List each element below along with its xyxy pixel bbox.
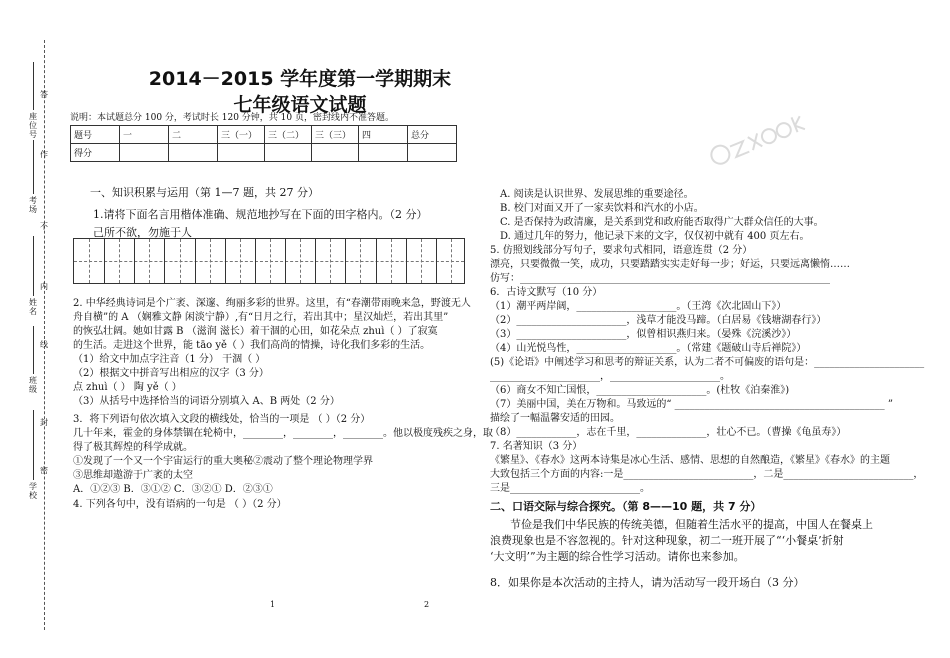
grid-midline-v xyxy=(300,239,301,283)
question-7: 7. 名著知识（3 分） xyxy=(490,441,583,452)
name-field[interactable] xyxy=(33,236,34,296)
page-number-2: 2 xyxy=(424,600,430,609)
score-row-label: 得分 xyxy=(71,144,120,162)
exam-subtitle: 七年级语文试题 xyxy=(233,94,367,116)
question-2-line-3: 的恢弘壮阔。她如甘露 B （滋润 滋长）着干涸的心田，如花朵点 zhuì（ ）了寂寞 xyxy=(73,326,438,337)
seat-number-field[interactable] xyxy=(33,62,34,110)
binding-char-da: 答 xyxy=(40,90,48,99)
question-3-line-2: 几十年来，霍金的身体禁锢在轮椅中，________，________，________。他以极度残疾之身，取 xyxy=(73,428,493,439)
grid-cell-border xyxy=(345,239,346,283)
score-table-header-row xyxy=(71,126,457,144)
question-3-line-1: 3．将下列语句依次填入文段的横线处，恰当的一项是 （ ）（2 分） xyxy=(73,414,371,425)
score-cell: 总分 xyxy=(408,126,457,144)
grid-cell-border xyxy=(406,239,407,283)
grid-midline-v xyxy=(391,239,392,283)
question-2-line-2: 舟自横”的 A （娴雅文静 闲淡宁静）,有“日月之行，若出其中；星汉灿烂，若出其里” xyxy=(73,312,449,323)
question-6-5-line-1: (5)《论语》中阐述学习和思考的辩证关系，认为二者不可偏废的语句是：______________________ xyxy=(490,357,925,368)
grid-cell-border xyxy=(285,239,286,283)
score-input-cell[interactable] xyxy=(312,144,359,162)
question-3-line-3: 得了极其辉煌的科学成就。 xyxy=(73,442,193,453)
score-table xyxy=(70,125,457,162)
grid-cell-border xyxy=(134,239,135,283)
question-8: 8．如果你是本次活动的主持人，请为活动写一段开场白（3 分） xyxy=(490,576,805,589)
question-1: 1.请将下面名言用楷体准确、规范地抄写在下面的田字格内。（2 分） xyxy=(93,208,428,221)
question-4: 4. 下列各句中，没有语病的一句是 （ ）（2 分） xyxy=(73,499,287,510)
section-2-heading: 二、口语交际与综合探究。（第 8——10 题，共 7 分） xyxy=(490,500,762,513)
school-label: 学校 xyxy=(29,482,37,500)
binding-char-mi: 密 xyxy=(40,466,48,475)
question-3-line-4: ①发现了一个又一个宇宙运行的重大奥秘②震动了整个理论物理学界 xyxy=(73,456,373,467)
grid-midline-v xyxy=(270,239,271,283)
grid-midline-v xyxy=(89,239,90,283)
question-5: 5. 仿照划线部分写句子，要求句式相同，语意连贯（2 分） xyxy=(490,245,753,256)
binding-char-xian: 线 xyxy=(40,340,48,349)
grid-midline-v xyxy=(360,239,361,283)
grid-cell-border xyxy=(104,239,105,283)
binding-char-feng: 封 xyxy=(40,418,48,427)
question-7-line-2: 《繁星》、《春水》这两本诗集是冰心生活、感情、思想的自然酿造，《繁星》《春水》的主题 xyxy=(490,455,890,466)
class-field[interactable] xyxy=(33,326,34,374)
question-4-option-b: B. 校门对面又开了一家卖饮料和汽水的小店。 xyxy=(500,203,704,214)
grid-midline-v xyxy=(451,239,452,283)
grid-cell-border xyxy=(315,239,316,283)
exam-title: 2014－2015 学年度第一学期期末 xyxy=(148,68,452,90)
score-cell: 三（一） xyxy=(218,126,265,144)
score-cell: 二 xyxy=(169,126,218,144)
question-6-1: （1）潮平两岸阔，____________________。（王湾《次北固山下》） xyxy=(490,301,787,312)
score-input-cell[interactable] xyxy=(120,144,169,162)
question-7-line-4: 三是__________________________。 xyxy=(490,483,650,494)
score-cell: 三（二） xyxy=(265,126,312,144)
section-1-heading: 一、知识积累与运用（第 1—7 题，共 27 分） xyxy=(90,186,319,199)
score-cell: 一 xyxy=(120,126,169,144)
score-table-score-row xyxy=(71,144,457,162)
score-cell: 三（三） xyxy=(312,126,359,144)
page-number-1: 1 xyxy=(270,600,276,609)
question-2-sub-1: （1）给文中加点字注音（1 分） 干涸（ ） xyxy=(73,354,266,365)
exam-room-field[interactable] xyxy=(33,140,34,194)
school-field[interactable] xyxy=(33,410,34,480)
grid-cell-border xyxy=(164,239,165,283)
question-6-6: （6）商女不知亡国恨，______________________。(杜牧《泊秦淮》) xyxy=(490,385,790,396)
grid-midline-v xyxy=(149,239,150,283)
score-input-cell[interactable] xyxy=(265,144,312,162)
question-2-sub-3: （3）从括号中选择恰当的词语分别填入 A、B 两处（2 分） xyxy=(73,396,340,407)
score-cell: 四 xyxy=(359,126,408,144)
question-4-option-c: C. 是否保持为政清廉，是关系到党和政府能否取得广大群众信任的大事。 xyxy=(500,217,824,228)
grid-midline-v xyxy=(421,239,422,283)
question-6-8: （8）____________，志在千里，______________，壮心不已。（曹操《龟虽寿》） xyxy=(490,427,847,438)
exam-instructions: 说明：本试题总分 100 分，考试时长 120 分钟，共 10 页，密封线内不准答题。 xyxy=(70,113,394,123)
question-6-7-line-2: 描绘了一幅温馨安适的田园。 xyxy=(490,413,620,424)
question-7-line-3: 大致包括三个方面的内容:一是__________________________，二是__________________________， xyxy=(490,469,924,480)
question-2-line-4: 的生活。走进这个世界，能 tāo yě（ ）我们高尚的情操，诗化我们多彩的生活。 xyxy=(73,340,431,351)
question-4-option-d: D. 通过几年的努力，他记录下来的文字，仅仅初中就有 400 页左右。 xyxy=(500,231,810,242)
section-2-intro-line-3: ‘大文明’”为主题的综合性学习活动。请你也来参加。 xyxy=(490,550,745,563)
question-6-7-line-1: （7）美丽中国，美在万物和。马致远的“ __________________________________________ ” xyxy=(490,399,893,410)
grid-cell-border xyxy=(436,239,437,283)
score-input-cell[interactable] xyxy=(169,144,218,162)
question-2-sub-2: （2）根据文中拼音写出相应的汉字（3 分） xyxy=(73,368,269,379)
section-2-intro-line-2: 浪费现象也是不容忽视的。针对这种现象，初二一班开展了“‘小餐桌’折射 xyxy=(490,534,844,547)
question-6-4: （4）山光悦鸟性，____________________。（常建《题破山寺后禅院》） xyxy=(490,343,807,354)
name-label: 姓名 xyxy=(29,298,37,316)
grid-midline-v xyxy=(210,239,211,283)
binding-char-zuo: 作 xyxy=(40,150,48,159)
score-input-cell[interactable] xyxy=(359,144,408,162)
grid-cell-border xyxy=(255,239,256,283)
question-2-line-1: 2. 中华经典诗词是个广袤、深邃、绚丽多彩的世界。这里，有“春潮带雨晚来急，野渡无人 xyxy=(73,298,471,309)
question-5-example: 漂亮，只要微微一笑，成功，只要踏踏实实走好每一步；好运，只要远离懒惰…… xyxy=(490,259,850,270)
binding-char-nei: 内 xyxy=(40,282,48,291)
watermark-logo xyxy=(700,96,810,166)
question-6-3: （3）______________________，似曾相识燕归来。（晏殊《浣溪沙》） xyxy=(490,329,797,340)
seat-number-label: 座位号 xyxy=(29,112,37,139)
grid-midline-v xyxy=(180,239,181,283)
grid-midline-v xyxy=(240,239,241,283)
grid-midline-v xyxy=(330,239,331,283)
section-2-intro-line-1: 节俭是我们中华民族的传统美德，但随着生活水平的提高，中国人在餐桌上 xyxy=(510,518,873,531)
class-label: 班级 xyxy=(29,376,37,394)
question-4-option-a: A. 阅读是认识世界、发展思维的重要途径。 xyxy=(500,189,694,200)
score-cell: 题号 xyxy=(71,126,120,144)
grid-midline-v xyxy=(119,239,120,283)
grid-cell-border xyxy=(376,239,377,283)
question-5-answer: 仿写：______________________________________________________________ xyxy=(490,273,830,284)
question-6: 6．古诗文默写（10 分） xyxy=(490,287,603,298)
question-3-options: A．①②③ B．③①② C．③②① D．②③① xyxy=(73,484,273,495)
tianzige-grid[interactable] xyxy=(73,238,465,284)
question-6-5-line-2: ______________________，______________________。 xyxy=(490,371,730,382)
score-input-cell[interactable] xyxy=(218,144,265,162)
grid-cell-border xyxy=(195,239,196,283)
grid-cell-border xyxy=(225,239,226,283)
exam-room-label: 考场 xyxy=(29,196,37,214)
binding-char-bu: 不 xyxy=(40,222,48,231)
question-1-quote: 己所不欲，勿施于人 xyxy=(93,226,192,239)
binding-line xyxy=(44,40,45,630)
question-3-line-5: ③思维却遨游于广袤的太空 xyxy=(73,470,193,481)
question-2-sub-2-blanks: 点 zhuì（ ） 陶 yě（ ） xyxy=(73,382,182,393)
score-input-cell[interactable] xyxy=(408,144,457,162)
question-6-2: （2）______________________，浅草才能没马蹄。（白居易《钱塘湖春行》） xyxy=(490,315,827,326)
